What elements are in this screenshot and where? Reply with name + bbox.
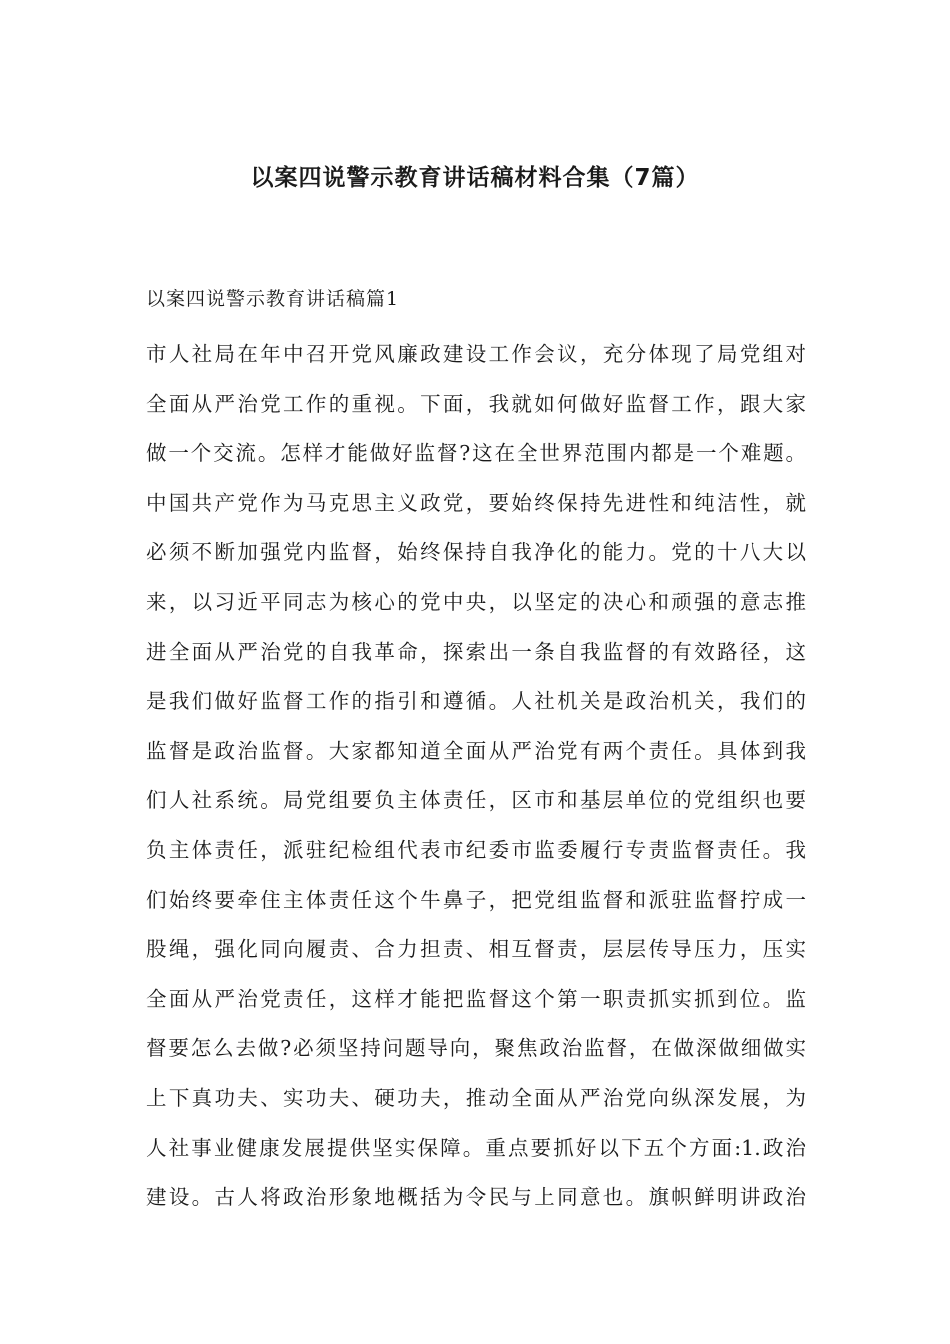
body-line: 全面从严治党责任，这样才能把监督这个第一职责抓实抓到位。监	[146, 986, 806, 1011]
body-line: 人社事业健康发展提供坚实保障。重点要抓好以下五个方面:1.政治	[146, 1135, 806, 1160]
body-line: 中国共产党作为马克思主义政党，要始终保持先进性和纯洁性，就	[146, 490, 806, 515]
body-line: 是我们做好监督工作的指引和遵循。人社机关是政治机关，我们的	[146, 689, 806, 714]
body-line: 市人社局在年中召开党风廉政建设工作会议，充分体现了局党组对	[146, 342, 806, 366]
body-line: 做一个交流。怎样才能做好监督?这在全世界范围内都是一个难题。	[146, 441, 806, 466]
body-line: 们人社系统。局党组要负主体责任，区市和基层单位的党组织也要	[146, 788, 806, 813]
body-line: 负主体责任，派驻纪检组代表市纪委市监委履行专责监督责任。我	[146, 837, 806, 862]
body-line: 股绳，强化同向履责、合力担责、相互督责，层层传导压力，压实	[146, 937, 806, 962]
body-line: 监督是政治监督。大家都知道全面从严治党有两个责任。具体到我	[146, 738, 806, 763]
body-text	[146, 330, 806, 1223]
body-line: 督要怎么去做?必须坚持问题导向，聚焦政治监督，在做深做细做实	[146, 1036, 806, 1061]
body-line: 上下真功夫、实功夫、硬功夫，推动全面从严治党向纵深发展，为	[146, 1085, 806, 1110]
body-line: 们始终要牵住主体责任这个牛鼻子，把党组监督和派驻监督拧成一	[146, 887, 806, 912]
body-line: 全面从严治党工作的重视。下面，我就如何做好监督工作，跟大家	[146, 391, 806, 416]
body-line: 建设。古人将政治形象地概括为令民与上同意也。旗帜鲜明讲政治	[146, 1185, 806, 1210]
section-heading: 以案四说警示教育讲话稿篇1	[146, 288, 400, 310]
body-line: 来，以习近平同志为核心的党中央，以坚定的决心和顽强的意志推	[146, 589, 806, 614]
body-line: 必须不断加强党内监督，始终保持自我净化的能力。党的十八大以	[146, 540, 806, 565]
body-line: 进全面从严治党的自我革命，探索出一条自我监督的有效路径，这	[146, 639, 806, 664]
document-title: 以案四说警示教育讲话稿材料合集（7篇）	[250, 165, 700, 191]
